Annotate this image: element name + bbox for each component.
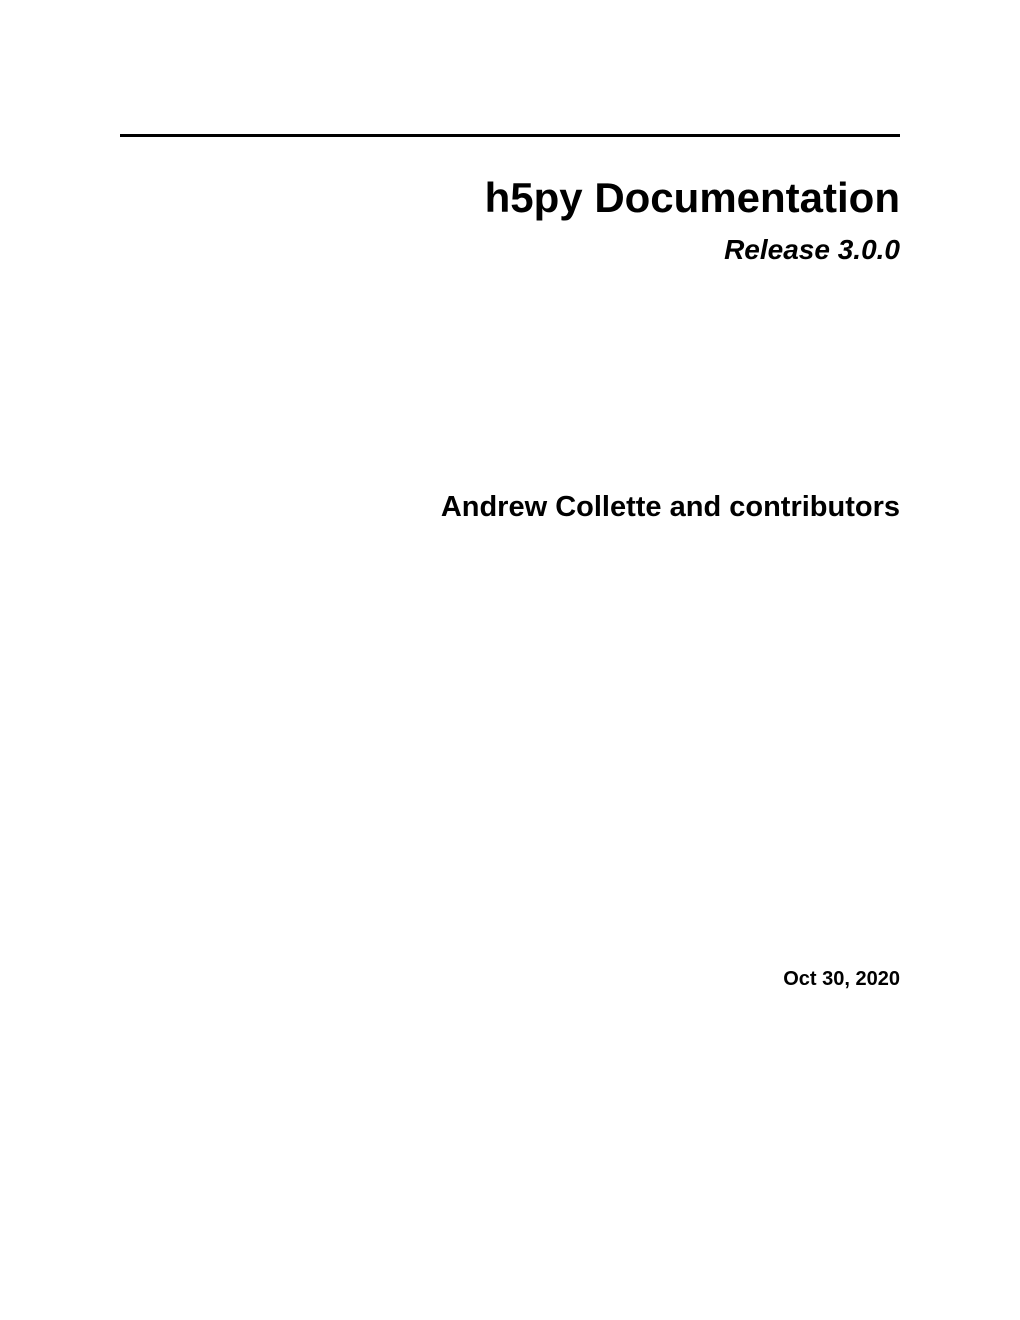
release-version: Release 3.0.0 [724,234,900,265]
title-rule [120,134,900,137]
author-line: Andrew Collette and contributors [440,491,900,523]
publication-date: Oct 30, 2020 [783,968,900,990]
document-title: h5py Documentation [484,174,900,221]
